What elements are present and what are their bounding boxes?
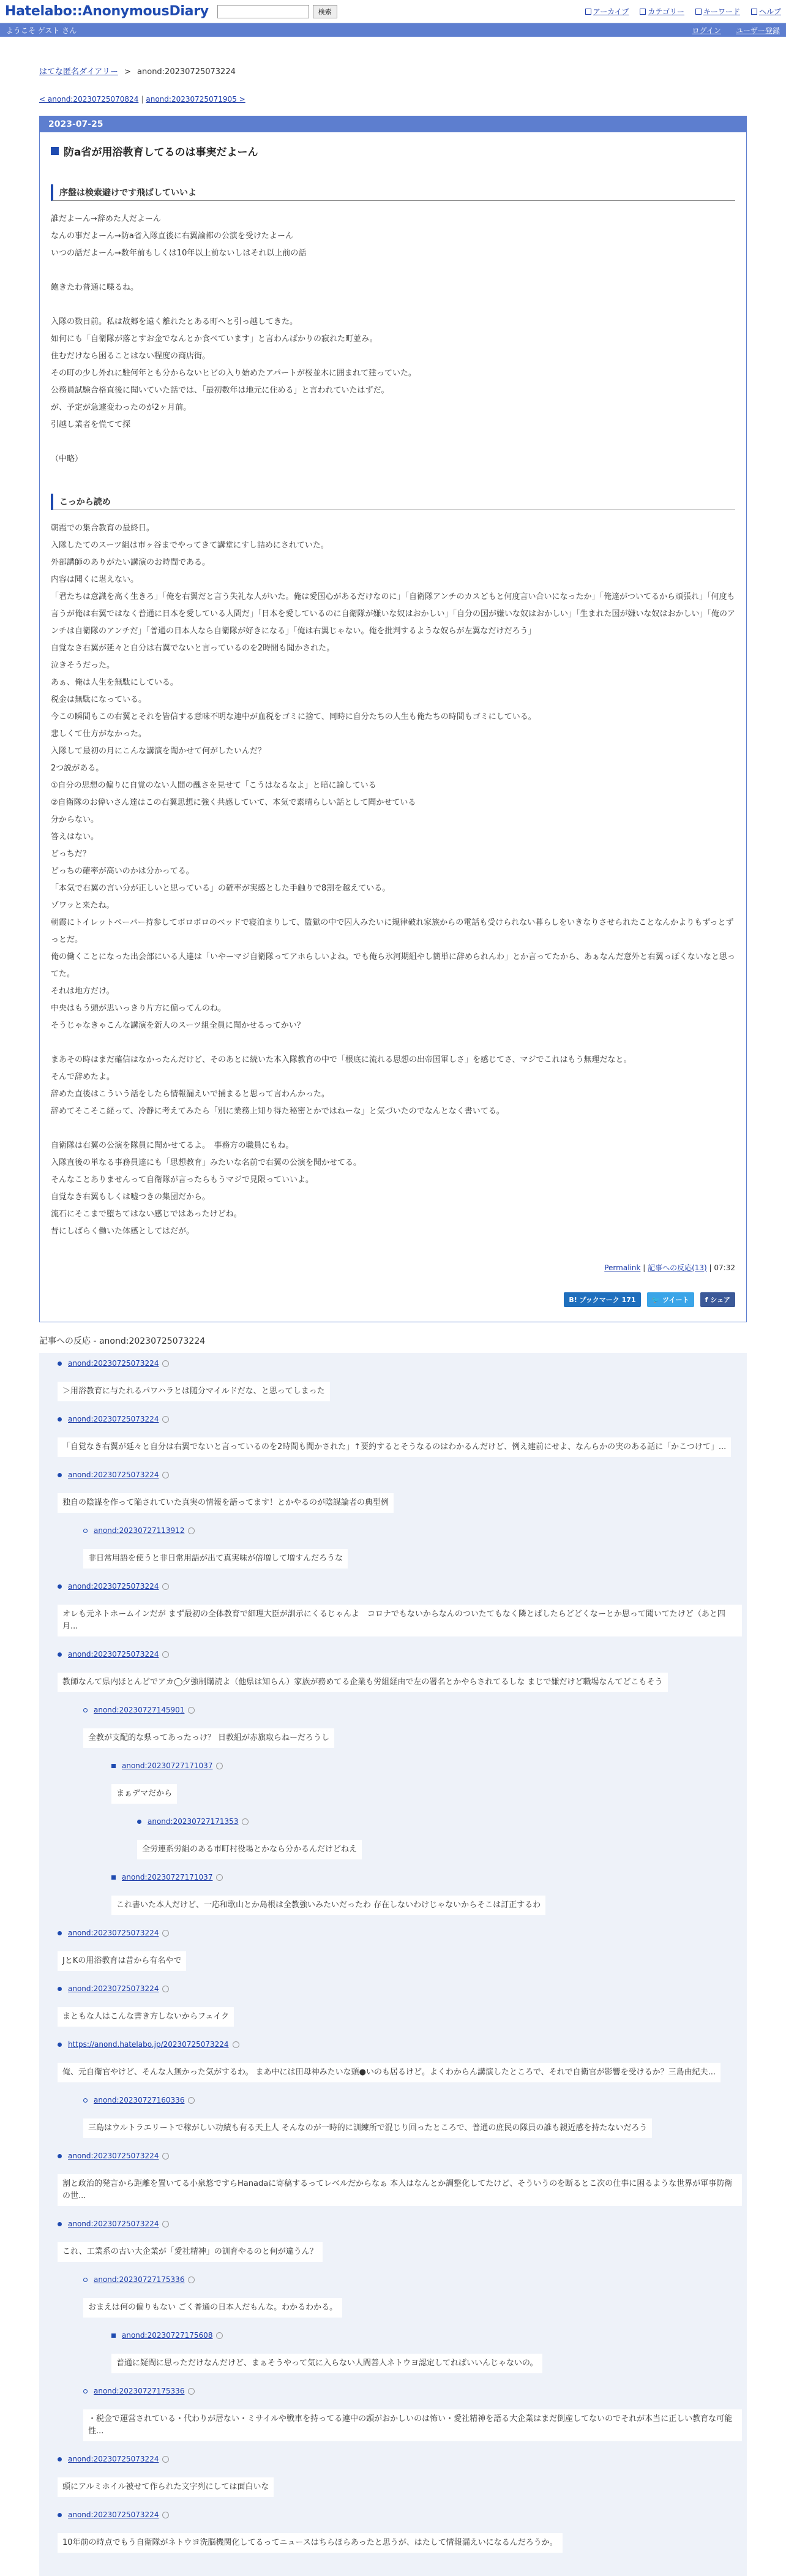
search-input[interactable] bbox=[217, 5, 309, 18]
article-line: そうじゃなきゃこんな講演を新人のスーツ組全員に聞かせるってかい？ bbox=[51, 1021, 305, 1030]
reaction-header bbox=[58, 1582, 742, 1591]
reaction-header bbox=[111, 1873, 742, 1881]
trackback-icon[interactable] bbox=[162, 1651, 169, 1658]
bullet-icon bbox=[83, 2278, 88, 2282]
article-line: 引越し業者を慌てて探 bbox=[51, 420, 131, 429]
reaction-link[interactable]: anond:20230725073224 bbox=[68, 1582, 159, 1591]
reaction-item bbox=[44, 1582, 742, 1636]
top-nav bbox=[585, 6, 781, 17]
reaction-link[interactable]: anond:20230727175608 bbox=[122, 2331, 213, 2340]
bullet-icon bbox=[58, 1473, 62, 1477]
article-line: 分からない。 bbox=[51, 815, 99, 824]
entry-pager: < anond:20230725070824 | anond:20230725071905 > bbox=[39, 95, 245, 104]
article-line: 如何にも「自衛隊が落とすお金でなんとか食べています」と言わんばかりの寂れた町並み。 bbox=[51, 334, 378, 344]
bullet-icon bbox=[58, 1417, 62, 1422]
reactions-link[interactable]: 記事への反応(13) bbox=[648, 1264, 707, 1272]
reaction-link[interactable]: anond:20230725073224 bbox=[68, 1415, 159, 1423]
reaction-link[interactable]: anond:20230725073224 bbox=[68, 1650, 159, 1659]
reaction-item bbox=[44, 1817, 742, 1859]
article-line: その町の少し外れに駐何年とも分からないヒビの入り始めたアパートが桜並木に囲まれて建っていた。 bbox=[51, 369, 416, 378]
reaction-header bbox=[58, 2040, 742, 2049]
reaction-header bbox=[111, 2331, 742, 2340]
facebook-share-button[interactable]: f シェア bbox=[700, 1292, 735, 1307]
article-line: あぁ、俺は人生を無駄にしている。 bbox=[51, 678, 178, 687]
article-line: 「君たちは意識を高く生きろ」「俺を右翼だと言う失礼な人がいた。俺は愛国心があるだけなのに」「自衛隊アンチのカスどもと何度言い合いになったか」「俺達がついてるから頑張れ」「何度も言うが俺は右翼ではなく普通に日本を愛している人間だ」「日本を愛しているのに自衛隊が嫌いな奴はおかしい」「自分の国が嫌いな奴はおかしい」「生まれた国が嫌いな奴はおかしい」「俺のアンチは自衛隊のアンチだ」「普通の日本人なら自衛隊が好きになる」「俺は右翼じゃない。俺を批判するような奴らが左翼なだけだろう」 bbox=[51, 592, 736, 636]
nav-help[interactable]: ヘルプ bbox=[751, 6, 781, 17]
post-time: 07:32 bbox=[714, 1264, 735, 1272]
trackback-icon[interactable] bbox=[216, 2332, 223, 2339]
article-footer: Permalink | 記事への反応(13) | 07:32 bbox=[604, 1264, 735, 1272]
article bbox=[39, 116, 747, 1322]
article-line: 入隊して最初の月にこんな講演を聞かせて何がしたいんだ？ bbox=[51, 747, 266, 756]
article-line: どっちだ？ bbox=[51, 849, 91, 859]
trackback-icon[interactable] bbox=[162, 2221, 169, 2228]
article-line: 今この瞬間もこの右翼とそれを皆信する意味不明な連中が血税をゴミに捨て、同時に自分たちの人生も俺たちの時間もゴミにしている。 bbox=[51, 712, 536, 721]
reaction-header bbox=[58, 1471, 742, 1479]
article-line: 朝霞での集合教育の最終日。 bbox=[51, 524, 155, 533]
trackback-icon[interactable] bbox=[188, 2097, 195, 2104]
breadcrumb-separator: > bbox=[124, 67, 131, 77]
category-icon bbox=[640, 9, 646, 15]
reaction-header bbox=[58, 1650, 742, 1659]
nav-keyword[interactable]: キーワード bbox=[695, 6, 740, 17]
article-line: 泣きそうだった。 bbox=[51, 661, 115, 670]
section2-text bbox=[51, 520, 735, 1240]
bullet-icon bbox=[58, 1584, 62, 1589]
bullet-icon bbox=[58, 2043, 62, 2047]
article-date: 2023-07-25 bbox=[40, 116, 746, 132]
reaction-item bbox=[44, 1984, 742, 2027]
reaction-link[interactable]: anond:20230725073224 bbox=[68, 2455, 159, 2463]
next-entry-link[interactable]: anond:20230725071905 > bbox=[146, 95, 245, 104]
article-body bbox=[40, 132, 746, 1322]
reaction-header bbox=[58, 2455, 742, 2463]
reaction-link[interactable]: anond:20230725073224 bbox=[68, 2152, 159, 2160]
reaction-item bbox=[44, 2510, 742, 2553]
trackback-icon[interactable] bbox=[188, 2388, 195, 2395]
reaction-text: 「自覚なき右翼が延々と自分は右翼でないと言っているのを2時間も聞かされた」↑要約するとそうなるのはわかるんだけど、例え建前にせよ、なんらかの実のある話に「かこつけて」... bbox=[58, 1437, 731, 1457]
reaction-link[interactable]: anond:20230727113912 bbox=[94, 1526, 185, 1535]
article-line: （中略） bbox=[51, 454, 83, 464]
archive-icon bbox=[585, 9, 591, 15]
section1-heading: 序盤は検索避けです飛ばしていいよ bbox=[51, 184, 735, 201]
trackback-icon[interactable] bbox=[162, 1986, 169, 1992]
article-line: 自衛隊は右翼の公演を隊員に聞かせてるよ。 事務方の職員にもね。 bbox=[51, 1141, 294, 1150]
reaction-text: 全教が支配的な県ってあったっけ？ 日教組が赤旗取らねーだろうし bbox=[83, 1728, 334, 1748]
article-line bbox=[51, 1120, 735, 1137]
bullet-icon bbox=[83, 1708, 88, 1712]
welcome-text: ようこそ ゲスト さん bbox=[6, 26, 77, 35]
bullet-icon bbox=[58, 2457, 62, 2461]
article-line: 外部講師のありがたい講演のお時間である。 bbox=[51, 558, 211, 567]
article-line bbox=[51, 434, 735, 451]
article-line: 入隊直後の単なる事務員達にも「思想教育」みたいな名前で右翼の公演を聞かせてる。 bbox=[51, 1158, 362, 1167]
reaction-text: まともな人はこんな書き方しないからフェイク bbox=[58, 2007, 234, 2027]
article-line: 悲しくて仕方がなかった。 bbox=[51, 729, 147, 739]
reaction-link[interactable]: anond:20230727175336 bbox=[94, 2387, 185, 2395]
trackback-icon[interactable] bbox=[162, 1930, 169, 1937]
reaction-header bbox=[111, 1761, 742, 1770]
reaction-header bbox=[83, 1706, 742, 1714]
site-logo[interactable]: Hatelabo::AnonymousDiary bbox=[5, 4, 209, 19]
reaction-link[interactable]: anond:20230727160336 bbox=[94, 2096, 185, 2104]
article-line: ②自衛隊のお偉いさん達はこの右翼思想に強く共感していて、本気で素晴らしい話として聞かせている bbox=[51, 798, 416, 807]
article-line bbox=[51, 296, 735, 314]
trackback-icon[interactable] bbox=[242, 1818, 249, 1825]
trackback-icon[interactable] bbox=[162, 2512, 169, 2518]
reaction-text: 割と政治的発言から距離を置いてる小泉悠ですらHanadaに寄稿するってレベルだからなぁ 本人はなんとか調整化してたけど、そういうのを断るとこ次の仕事に困るような世界が軍事防衛の世... bbox=[58, 2174, 742, 2206]
reaction-text: 俺、元自衛官やけど、そんな人無かった気がするわ。 まあ中には田母神みたいな頭●いのも居るけど。よくわからん講演したところで、それで自衛官が影響を受けるか？三島由紀夫... bbox=[58, 2063, 720, 2082]
bullet-icon bbox=[111, 2333, 116, 2338]
bullet-icon bbox=[83, 2389, 88, 2393]
article-line: そんで辞めたよ。 bbox=[51, 1072, 115, 1082]
reaction-text: JとKの用浴教育は昔から有名やで bbox=[58, 1951, 186, 1971]
article-line: 2つ説がある。 bbox=[51, 764, 104, 773]
trackback-icon[interactable] bbox=[162, 1472, 169, 1478]
help-icon bbox=[751, 9, 757, 15]
breadcrumb bbox=[39, 65, 747, 77]
bullet-icon bbox=[58, 1931, 62, 1935]
article-line bbox=[51, 262, 735, 279]
reaction-text: おまえは何の偏りもない ごく普通の日本人だもんな。わかるわかる。 bbox=[83, 2298, 342, 2318]
reaction-item bbox=[44, 1415, 742, 1457]
reaction-header bbox=[137, 1817, 742, 1826]
article-title: 防a省が用浴教育してるのは事実だよーん bbox=[51, 143, 735, 159]
reaction-link[interactable]: anond:20230725073224 bbox=[68, 1929, 159, 1937]
article-line: 誰だよーん→辞めた人だよーん bbox=[51, 214, 161, 224]
reaction-item bbox=[44, 2331, 742, 2373]
article-line: まあその時はまだ確信はなかったんだけど、そのあとに続いた本入隊教育の中で「根底に流れる思想の出帝国軍しさ」を感じてさ、マジでこれはもう無理だなと。 bbox=[51, 1055, 632, 1064]
bullet-icon bbox=[58, 2513, 62, 2517]
article-line: 「本気で右翼の言い分が正しいと思っている」の確率が実感とした手触りで8割を越えている。 bbox=[51, 884, 391, 893]
reaction-text: 頭にアルミホイル被せて作られた文字列にしては面白いな bbox=[58, 2477, 274, 2497]
article-line: ゾワッと来たね。 bbox=[51, 901, 114, 910]
trackback-icon[interactable] bbox=[216, 1874, 223, 1881]
reaction-text: 非日常用語を使うと非日常用語が出て真実味が倍増して増すんだろうな bbox=[83, 1549, 348, 1569]
article-line: 俺の働くことになった出会部にいる人達は「いやーマジ自衛隊ってアホらしいよね。でも俺ら氷河期組やし簡単に辞められんわ」とか言ってたから、あぁなんだ意外と右翼っぽくないなと思ってた。 bbox=[51, 952, 735, 979]
reactions-tree bbox=[39, 1353, 747, 2576]
reaction-header bbox=[58, 2220, 742, 2228]
breadcrumb-current: anond:20230725073224 bbox=[137, 67, 236, 77]
reaction-text: 10年前の時点でもう自衛隊がネトウヨ洗脳機関化してるってニュースはちらほらあったと思うが、はたして情報漏えいになるんだろうか。 bbox=[58, 2533, 563, 2553]
nav-category[interactable]: カテゴリー bbox=[640, 6, 684, 17]
trackback-icon[interactable] bbox=[233, 2041, 239, 2048]
article-line: 中央はもう頭が思いっきり片方に偏ってんのね。 bbox=[51, 1004, 226, 1013]
reaction-link[interactable]: anond:20230725073224 bbox=[68, 1359, 159, 1368]
reaction-item bbox=[44, 1471, 742, 1513]
article-line: が、予定が急遽変わったのが2ヶ月前。 bbox=[51, 403, 192, 412]
article-line: それは地方だけ。 bbox=[51, 987, 114, 996]
reaction-text: これ書いた本人だけど、一応和歌山とか島根は全教強いみたいだったわ 存在しないわけじゃないからそこは訂正するわ bbox=[111, 1896, 545, 1915]
reaction-text: まぁデマだから bbox=[111, 1784, 177, 1804]
reaction-text: 普通に疑問に思っただけなんだけど、まぁそうやって気に入らない人間善人ネトウヨ認定してればいいんじゃないの。 bbox=[111, 2354, 542, 2373]
permalink[interactable]: Permalink bbox=[604, 1264, 641, 1272]
reaction-link[interactable]: anond:20230727145901 bbox=[94, 1706, 185, 1714]
reaction-link[interactable]: anond:20230727171353 bbox=[148, 1817, 239, 1826]
reaction-header bbox=[83, 2275, 742, 2284]
article-line: 内容は聞くに堪えない。 bbox=[51, 575, 139, 584]
reaction-item bbox=[44, 1526, 742, 1569]
title-square-icon bbox=[51, 147, 59, 155]
article-line: 自覚なき右翼もしくは嘘つきの集団だから。 bbox=[51, 1192, 211, 1202]
reaction-header bbox=[83, 2387, 742, 2395]
reaction-text: 全労連系労組のある市町村役場とかなら分かるんだけどねえ bbox=[137, 1840, 362, 1859]
reaction-header bbox=[58, 1929, 742, 1937]
header-banner bbox=[0, 0, 786, 23]
trackback-icon[interactable] bbox=[188, 2277, 195, 2283]
article-line: ①自分の思想の偏りに自覚のない人間の醜さを見せて「こうはなるなよ」と暗に諭している bbox=[51, 781, 376, 790]
bullet-icon bbox=[83, 2098, 88, 2103]
article-line: いつの話だよーん→数年前もしくは10年以上前ないしはそれ以上前の話 bbox=[51, 249, 307, 258]
bookmark-button[interactable]: B! ブックマーク 171 bbox=[564, 1292, 640, 1307]
reaction-link[interactable]: https://anond.hatelabo.jp/20230725073224 bbox=[68, 2040, 229, 2049]
search-form bbox=[217, 5, 337, 18]
reaction-header bbox=[83, 1526, 742, 1535]
reaction-link[interactable]: anond:20230725073224 bbox=[68, 1984, 159, 1993]
reaction-item bbox=[44, 2455, 742, 2497]
bullet-icon bbox=[111, 1764, 116, 1768]
trackback-icon[interactable] bbox=[162, 2153, 169, 2160]
reaction-item bbox=[44, 2040, 742, 2082]
reaction-text: ＞用浴教育に与たれるパワハラとは随分マイルドだな、と思ってしまった bbox=[58, 1382, 330, 1401]
reactions-title: 記事への反応 - anond:20230725073224 bbox=[39, 1336, 206, 1346]
section2-heading: こっから読め bbox=[51, 494, 735, 510]
bullet-icon bbox=[137, 1820, 141, 1824]
register-link[interactable]: ユーザー登録 bbox=[735, 26, 780, 35]
bullet-icon bbox=[58, 2154, 62, 2158]
reaction-header bbox=[58, 1984, 742, 1993]
reaction-item bbox=[44, 1761, 742, 1804]
reaction-text: 独自の陰謀を作って陥されていた真実の情報を語ってます！とかやるのが陰謀論者の典型例 bbox=[58, 1493, 394, 1513]
reaction-header bbox=[58, 1359, 742, 1368]
article-line: 入隊の数日前。私は故郷を遠く離れたとある町へと引っ越してきた。 bbox=[51, 317, 298, 326]
article-line: 住むだけなら困ることはない程度の商店街。 bbox=[51, 352, 211, 361]
reaction-item bbox=[44, 1650, 742, 1692]
reaction-text: 教師なんて県内ほとんどでアカ◯夕強制購読よ（他県は知らん）家族が務めてる企業も労組経由で左の署名とかやらされてるしな まじで嫌だけど職場なんてどこもそう bbox=[58, 1673, 668, 1692]
user-bar bbox=[0, 23, 786, 37]
reaction-item bbox=[44, 2275, 742, 2318]
article-line: 辞めてそこそこ経って、冷静に考えてみたら「別に業務上知り得た秘密とかではねーな」と気づいたのでなんとなく書いてる。 bbox=[51, 1107, 504, 1116]
article-line: 昔にしばらく働いた体感としてはだが。 bbox=[51, 1227, 195, 1236]
prev-entry-link[interactable]: < anond:20230725070824 bbox=[39, 95, 139, 104]
article-line: どっちの確率が高いのかは分かってる。 bbox=[51, 867, 194, 876]
article-line: 辞めた直後はこういう話をしたら情報漏えいで捕まると思って言わんかった。 bbox=[51, 1090, 330, 1099]
reaction-item bbox=[44, 2220, 742, 2262]
article-line: 自覚なき右翼が延々と自分は右翼でないと言っているのを2時間も聞かされた。 bbox=[51, 644, 335, 653]
trackback-icon[interactable] bbox=[162, 1583, 169, 1590]
bullet-icon bbox=[58, 1652, 62, 1657]
trackback-icon[interactable] bbox=[162, 2456, 169, 2463]
reaction-text: 三島はウルトラエリートで稼がしい功績も有る天上人 そんなのが一時的に訓練所で混じり回ったところで、普通の庶民の隊員の誰も親近感を持たないだろう bbox=[83, 2118, 652, 2138]
article-line bbox=[51, 1034, 735, 1052]
trackback-icon[interactable] bbox=[162, 1416, 169, 1423]
article-line: なんの事だよーん→防a省入隊直後に右翼論都の公演を受けたよーん bbox=[51, 232, 293, 241]
article-line: 答えはない。 bbox=[51, 832, 99, 842]
article-line: そんなことありませんって自衛隊が言ったらもうマジで見限っていいよ。 bbox=[51, 1175, 314, 1184]
reaction-item bbox=[44, 1929, 742, 1971]
reaction-text: ・税金で運営されている・代わりが居ない・ミサイルや戦車を持ってる連中の頭がおかしいのは怖い・愛社精神を語る大企業はまだ倒産してないのでそれが本当に正しい教育な可能性... bbox=[83, 2409, 742, 2441]
bullet-icon bbox=[58, 1987, 62, 1991]
reaction-text: これ、工業系の古い大企業が「愛社精神」の訓育やるのと何が違うん？ bbox=[58, 2242, 323, 2262]
article-line: 税金は無駄になっている。 bbox=[51, 695, 147, 704]
reaction-item bbox=[44, 1706, 742, 1748]
tweet-button[interactable]: 🐦 ツイート bbox=[647, 1292, 694, 1307]
article-line: 流石にそこまで堕ちてはない感じではあったけどね。 bbox=[51, 1210, 242, 1219]
bullet-icon bbox=[58, 1361, 62, 1366]
reaction-header bbox=[83, 2096, 742, 2104]
reaction-link[interactable]: anond:20230727175336 bbox=[94, 2275, 185, 2284]
reaction-item bbox=[44, 2152, 742, 2206]
reaction-item bbox=[44, 1359, 742, 1401]
bullet-icon bbox=[58, 2222, 62, 2226]
article-line: 朝霞にトイレットペーパー持参してボロボロのベッドで寝泊まりして、監獄の中で囚人みたいに規律破れ家族からの電話も受けられない暮らしをいきなりさせられたことなんかよりもずっとずっとだ。 bbox=[51, 918, 734, 944]
article-line: 飽きたわ普通に喋るね。 bbox=[51, 283, 139, 292]
trackback-icon[interactable] bbox=[188, 1707, 195, 1714]
trackback-icon[interactable] bbox=[216, 1763, 223, 1769]
trackback-icon[interactable] bbox=[162, 1360, 169, 1367]
bullet-icon bbox=[83, 1529, 88, 1533]
search-button[interactable]: 検索 bbox=[313, 5, 337, 18]
reaction-item bbox=[44, 2096, 742, 2138]
bullet-icon bbox=[111, 1875, 116, 1880]
reaction-header bbox=[58, 2152, 742, 2160]
article-line: 公務員試験合格直後に聞いていた話では、「最初数年は地元に住める」と言われていたはずだ。 bbox=[51, 386, 389, 395]
share-buttons bbox=[51, 1292, 735, 1307]
reaction-item bbox=[44, 1873, 742, 1915]
section1-text bbox=[51, 211, 735, 468]
nav-archive[interactable]: アーカイブ bbox=[585, 6, 629, 17]
trackback-icon[interactable] bbox=[188, 1527, 195, 1534]
breadcrumb-home[interactable]: はてな匿名ダイアリー bbox=[39, 67, 118, 77]
reaction-link[interactable]: anond:20230725073224 bbox=[68, 2220, 159, 2228]
reaction-header bbox=[58, 2510, 742, 2519]
reaction-link[interactable]: anond:20230727171037 bbox=[122, 1873, 213, 1881]
article-line: 入隊したてのスーツ組は市ヶ谷までやってきて講堂にすし詰めにされていた。 bbox=[51, 541, 329, 550]
reaction-item bbox=[44, 2387, 742, 2441]
reaction-link[interactable]: anond:20230725073224 bbox=[68, 2510, 159, 2519]
reaction-text: オレも元ネトホームインだが まず最初の全体教育で細理大臣が訓示にくるじゃんよ コロナでもないからなんのついたてもなく隣とばしたらどどくなーとか思って聞いてたけど（あと四月... bbox=[58, 1605, 742, 1636]
reaction-link[interactable]: anond:20230727171037 bbox=[122, 1761, 213, 1770]
keyword-icon bbox=[695, 9, 702, 15]
login-link[interactable]: ログイン bbox=[692, 26, 721, 35]
reaction-link[interactable]: anond:20230725073224 bbox=[68, 1471, 159, 1479]
reaction-header bbox=[58, 1415, 742, 1423]
